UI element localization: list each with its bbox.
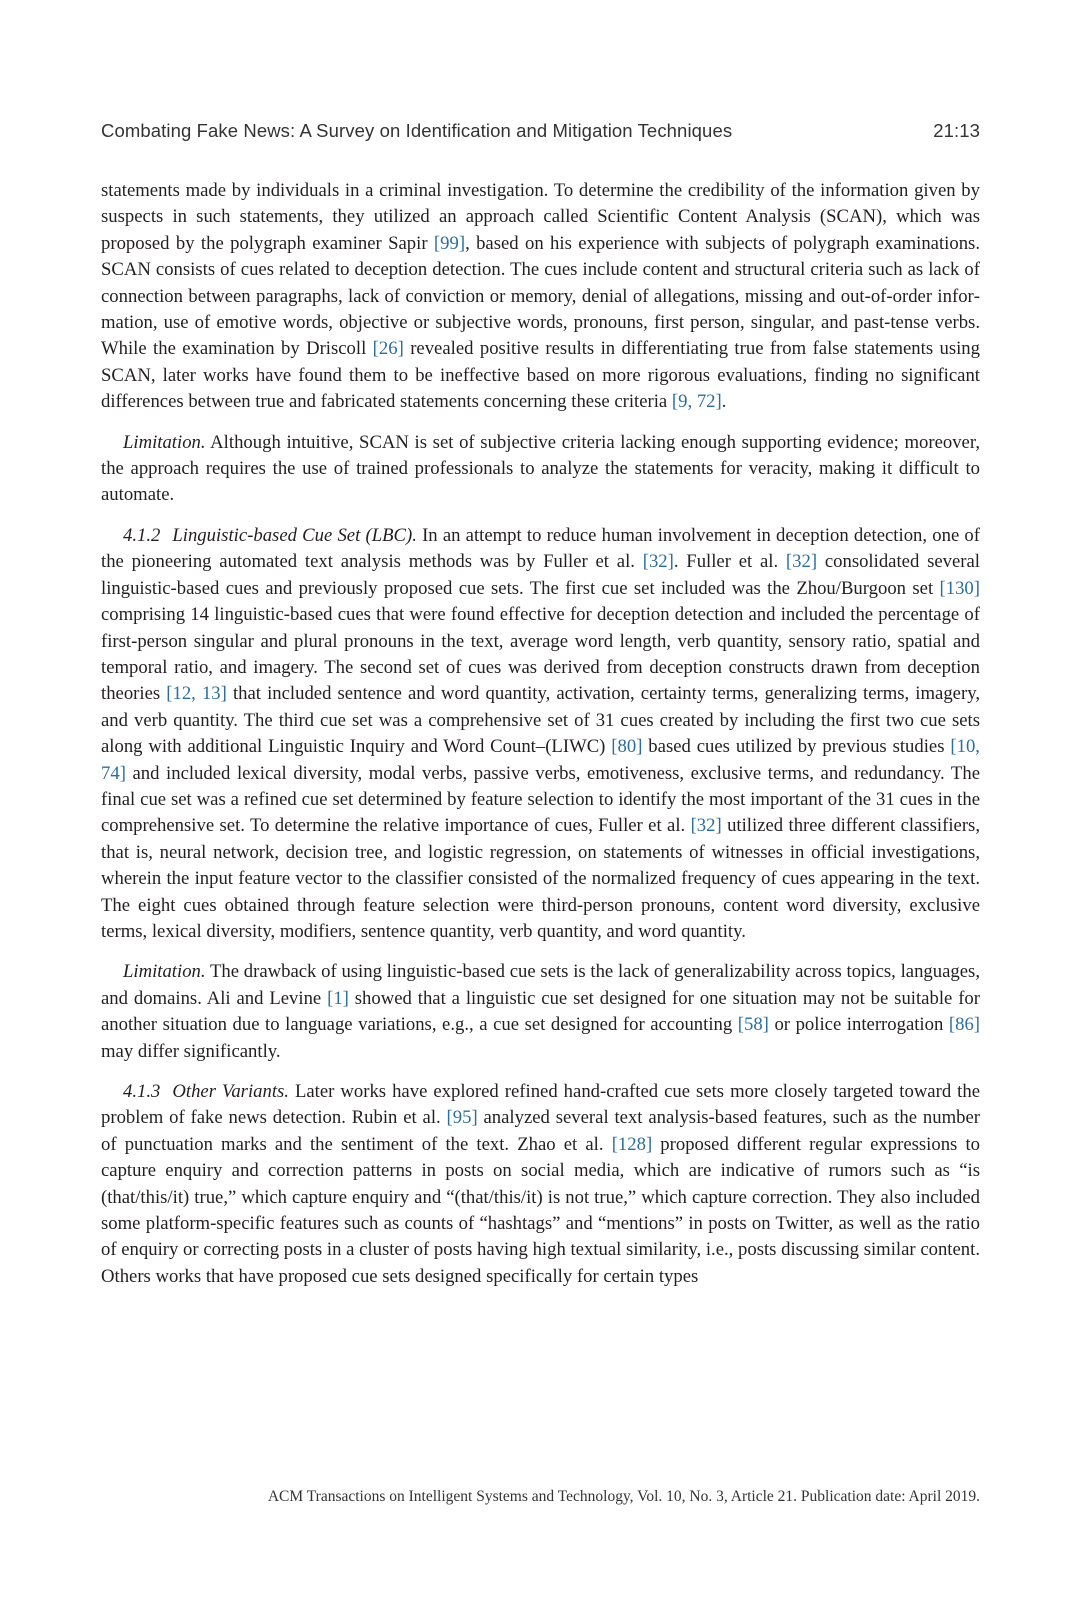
- run-in-heading: Limitation.: [123, 961, 206, 983]
- run-in-heading: Limitation.: [123, 431, 206, 453]
- paragraph-scan-limitation: Limitation. Although intuitive, SCAN is set of subjective criteria lacking enough supporting evidence; moreover, the approach requires the use of trained professionals to analyze the statements for veracity, making it difficult to automate.: [101, 431, 980, 506]
- citation-link[interactable]: [10, 74]: [101, 736, 980, 784]
- citation-link[interactable]: [130]: [939, 577, 980, 599]
- section-4-1-2-linguistic-cue-set: 4.1.2 Linguistic-based Cue Set (LBC). In an attempt to reduce human involvement in deception detection, one of the pioneering automated text analysis methods was by Fuller et al. [32]. Fuller et al. [32] consolidated several linguistic-based cues and previously proposed cue sets. The first cue set included was the Zhou/Burgoon set [130] comprising 14 linguistic-based cues that were found effective for deception detection and included the percentage of first-person singular and plural pronouns in the text, average word length, verb quantity, sensory ratio, spatial and temporal ratio, and imagery. The second set of cues was derived from deception constructs drawn from deception theories [12, 13] that included sentence and word quantity, activation, certainty terms, generalizing terms, imagery, and verb quantity. The third cue set was a comprehensive set of 31 cues created by including the first two cue sets along with additional Linguistic Inquiry and Word Count–(LIWC) [80] based cues utilized by previous studies [10, 74] and included lexical diversity, modal verbs, passive verbs, emotiveness, exclusive terms, and redundancy. The final cue set was a refined cue set determined by feature selection to identify the most important of the 31 cues in the comprehensive set. To determine the relative importance of cues, Fuller et al. [32] utilized three different classifiers, that is, neural network, decision tree, and logistic regression, on statements of witnesses in official investigations, wherein the input feature vector to the classifier consisted of the normalized frequency of cues appearing in the text. The eight cues obtained through feature selection were third-person pronouns, content word diversity, exclusive terms, lexical diversity, modifiers, sentence quantity, verb quantity, and word quantity.: [101, 524, 980, 942]
- citation-link[interactable]: [32]: [690, 815, 722, 837]
- citation-link[interactable]: [80]: [611, 736, 643, 758]
- run-in-heading: Other Variants.: [172, 1081, 289, 1102]
- citation-link[interactable]: [86]: [948, 1014, 981, 1036]
- citation-link[interactable]: [1]: [327, 987, 349, 1009]
- citation-link[interactable]: [32]: [785, 551, 818, 573]
- paragraph-lbc-limitation: Limitation. The drawback of using linguistic-based cue sets is the lack of generalizability across topics, languages, and domains. Ali and Levine [1] showed that a linguistic cue set designed for one situation may not be suitable for another situation due to language variations, e.g., a cue set designed for accounting [58] or police interrogation [86] may differ significantly.: [101, 961, 981, 1062]
- section-number: 4.1.2: [123, 524, 161, 546]
- citation-link[interactable]: [128]: [611, 1133, 653, 1155]
- section-4-1-3-other-variants: 4.1.3 Other Variants. Later works have explored refined hand-crafted cue sets more closely targeted toward the problem of fake news detection. Rubin et al. [95] analyzed several text analysis-based features, such as the number of punctuation marks and the sentiment of the text. Zhao et al. [128] proposed different regular expressions to capture enquiry and correction patterns in posts on social media, which are indicative of rumors such as “is (that/this/it) true,” which capture enquiry and “(that/this/it) is not true,” which capture correction. They also included some platform-specific features such as counts of “hashtags” and “mentions” in posts on Twitter, as well as the ratio of enquiry or correcting posts in a cluster of posts having high textual similarity, i.e., posts discussing similar content. Others works that have proposed cue sets designed specifically for certain types: [101, 1081, 981, 1287]
- page-number: 21:13: [933, 120, 980, 141]
- section-number: 4.1.3: [123, 1081, 161, 1102]
- paragraph-scan: statements made by individuals in a criminal investigation. To determine the credibility of the information given by suspects in such statements, they utilized an approach called Scientific Content Analysis (SCAN), which was proposed by the polygraph examiner Sapir [99], based on his experience with subjects of polygraph examinations. SCAN consists of cues related to deception detection. The cues include content and structural criteria such as lack of connection between paragraphs, lack of conviction or memory, denial of allegations, missing and out-of-order information, use of emotive words, objective or subjective words, pronouns, first person, singular, and past-tense verbs. While the examination by Driscoll [26] revealed positive results in differentiating true from false statements using SCAN, later works have found them to be ineffective based on more rigorous evaluations, finding no significant differences between true and fabricated statements concerning these criteria [9, 72].: [101, 180, 980, 413]
- citation-link[interactable]: [58]: [737, 1014, 769, 1036]
- citation-link[interactable]: [99]: [433, 232, 466, 254]
- citation-link[interactable]: [12, 13]: [166, 683, 227, 705]
- citation-link[interactable]: [32]: [642, 551, 674, 573]
- running-header: [101, 120, 980, 148]
- running-title: Combating Fake News: A Survey on Identification and Mitigation Techniques: [101, 120, 733, 141]
- citation-link[interactable]: [95]: [446, 1107, 478, 1129]
- citation-link[interactable]: [9, 72]: [671, 391, 722, 413]
- body-text: [101, 178, 980, 1304]
- run-in-heading: Linguistic-based Cue Set (LBC).: [172, 524, 417, 546]
- citation-link[interactable]: [26]: [372, 338, 404, 360]
- journal-footer: ACM Transactions on Intelligent Systems and Technology, Vol. 10, No. 3, Article 21. Publication date: April 2019.: [267, 1488, 980, 1505]
